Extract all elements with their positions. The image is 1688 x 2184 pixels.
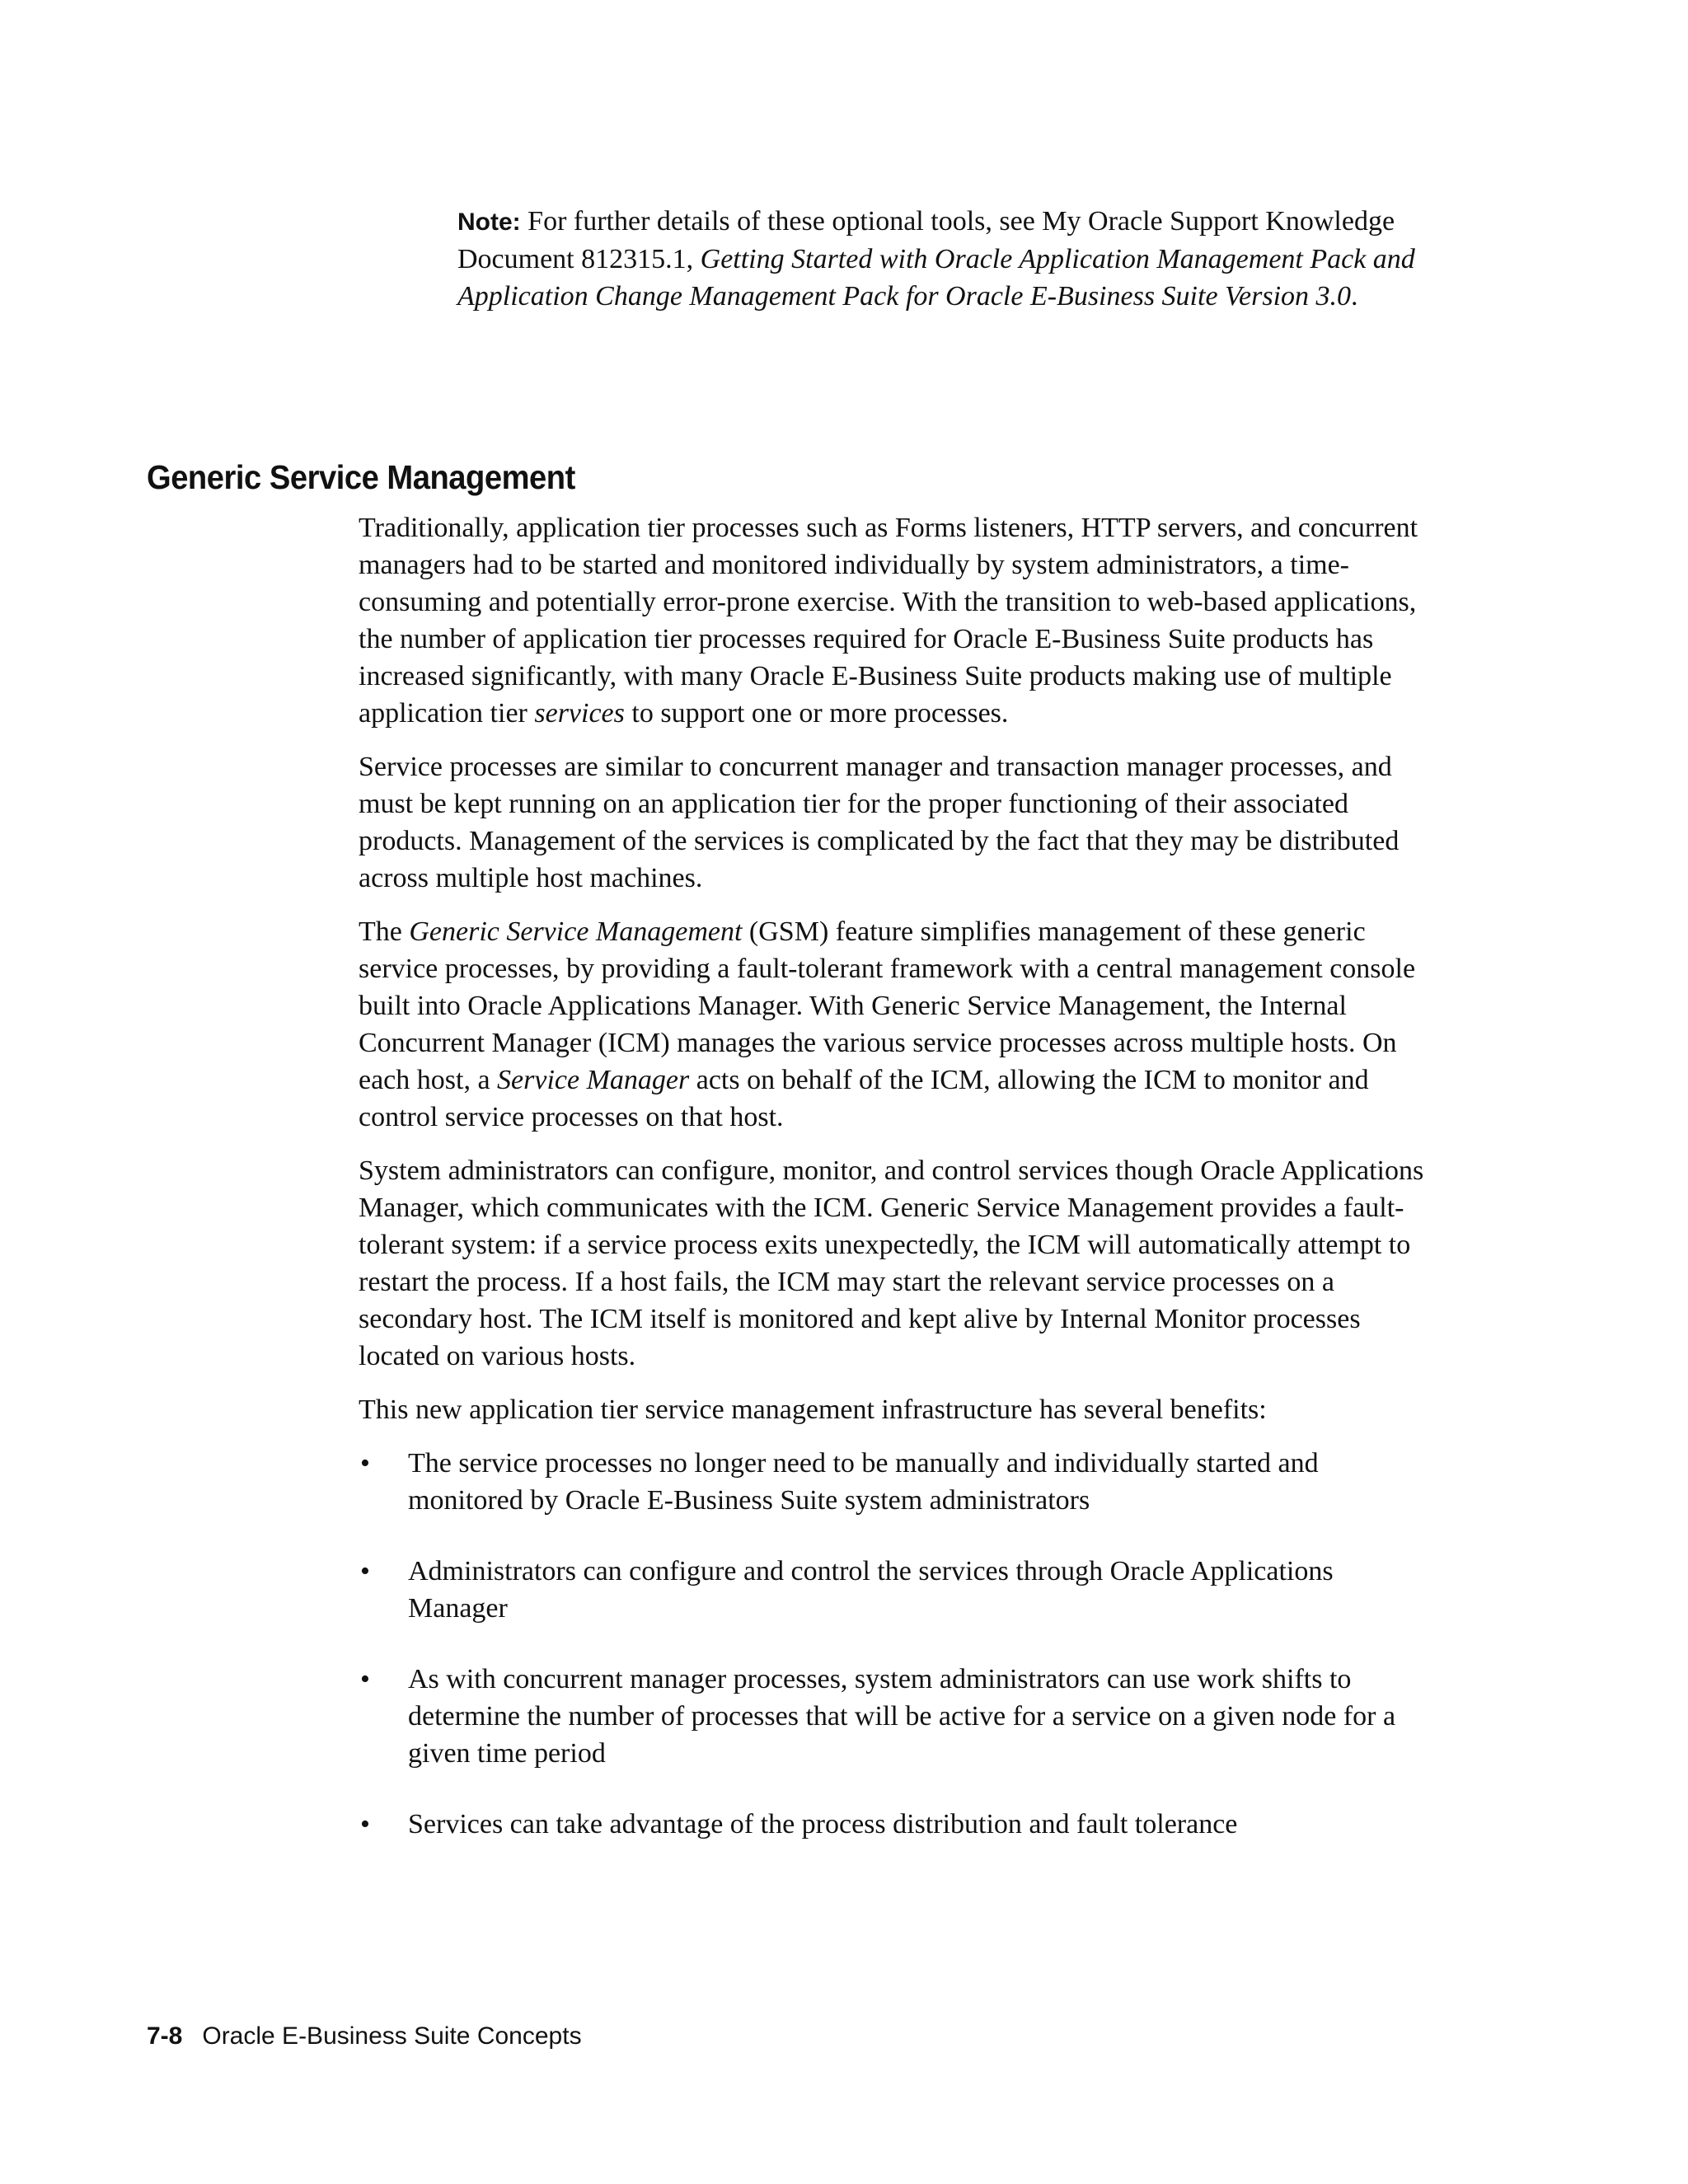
section-heading: Generic Service Management: [147, 458, 575, 496]
list-item-text: Administrators can configure and control the services through Oracle Applications Manager: [408, 1556, 1334, 1624]
list-item: [359, 1553, 1430, 1627]
paragraph-1-text-end: to support one or more processes.: [624, 698, 1009, 729]
section-body: [359, 509, 1430, 1877]
paragraph-5: This new application tier service management infrastructure has several benefits:: [359, 1394, 1267, 1425]
paragraph-1: [359, 509, 1430, 732]
paragraph-3-text-middle: (GSM) feature simplifies management of these generic service processes, by providing a fault-tolerant framework with a central management console built into Oracle Applications Manager. With Generic Service Management, the Internal Concurrent Manager (ICM) manages the various service processes across multiple hosts. On each host, a: [359, 916, 1416, 1095]
paragraph-2: Service processes are similar to concurrent manager and transaction manager processes, and must be kept running on an application tier for the proper functioning of their associated products. Management of the services is complicated by the fact that they may be distributed across multiple host machines.: [359, 752, 1400, 893]
bullet-icon: •: [360, 1556, 370, 1586]
bullet-icon: •: [360, 1809, 370, 1840]
paragraph-1-emphasis: services: [534, 698, 625, 729]
note-text: For further details of these optional tools, see My Oracle Support Knowledge Document 812315.1,: [457, 206, 1395, 274]
paragraph-3-emphasis-gsm: Generic Service Management: [409, 916, 743, 947]
book-title: Oracle E-Business Suite Concepts: [202, 2022, 582, 2050]
paragraph-3-text: The: [359, 916, 410, 947]
list-item: [359, 1445, 1430, 1519]
bullet-icon: •: [360, 1448, 370, 1479]
list-item-text: Services can take advantage of the process distribution and fault tolerance: [408, 1809, 1238, 1840]
page-footer: [147, 2022, 582, 2050]
list-item-text: As with concurrent manager processes, system administrators can use work shifts to determine the number of processes that will be active for a service on a given node for a given time period: [408, 1664, 1396, 1769]
page-number: 7-8: [147, 2022, 183, 2050]
note-document-title: Getting Started with Oracle Application Management Pack and Application Change Management Pack for Oracle E-Business Suite Version 3.0: [457, 244, 1415, 312]
list-item-text: The service processes no longer need to be manually and individually started and monitored by Oracle E-Business Suite system administrators: [408, 1448, 1319, 1516]
paragraph-3: [359, 913, 1430, 1136]
paragraph-1-text: Traditionally, application tier processes such as Forms listeners, HTTP servers, and concurrent managers had to be started and monitored individually by system administrators, a time-consuming and potentially error-prone exercise. With the transition to web-based applications, the number of application tier processes required for Oracle E-Business Suite products has increased significantly, with many Oracle E-Business Suite products making use of multiple application tier: [359, 513, 1418, 729]
note-text-end: .: [1351, 281, 1358, 312]
benefits-list: [359, 1445, 1430, 1843]
paragraph-3-text-end: acts on behalf of the ICM, allowing the ICM to monitor and control service processes on that host.: [359, 1065, 1369, 1132]
list-item: [359, 1661, 1430, 1772]
note-block: [457, 203, 1430, 315]
paragraph-4: System administrators can configure, monitor, and control services though Oracle Applications Manager, which communicates with the ICM. Generic Service Management provides a fault-tolerant system: if a service process exits unexpectedly, the ICM will automatically attempt to restart the process. If a host fails, the ICM may start the relevant service processes on a secondary host. The ICM itself is monitored and kept alive by Internal Monitor processes located on various hosts.: [359, 1155, 1424, 1371]
list-item: [359, 1806, 1430, 1843]
paragraph-3-emphasis-service-manager: Service Manager: [497, 1065, 690, 1095]
bullet-icon: •: [360, 1664, 370, 1694]
note-label: Note:: [457, 209, 521, 236]
